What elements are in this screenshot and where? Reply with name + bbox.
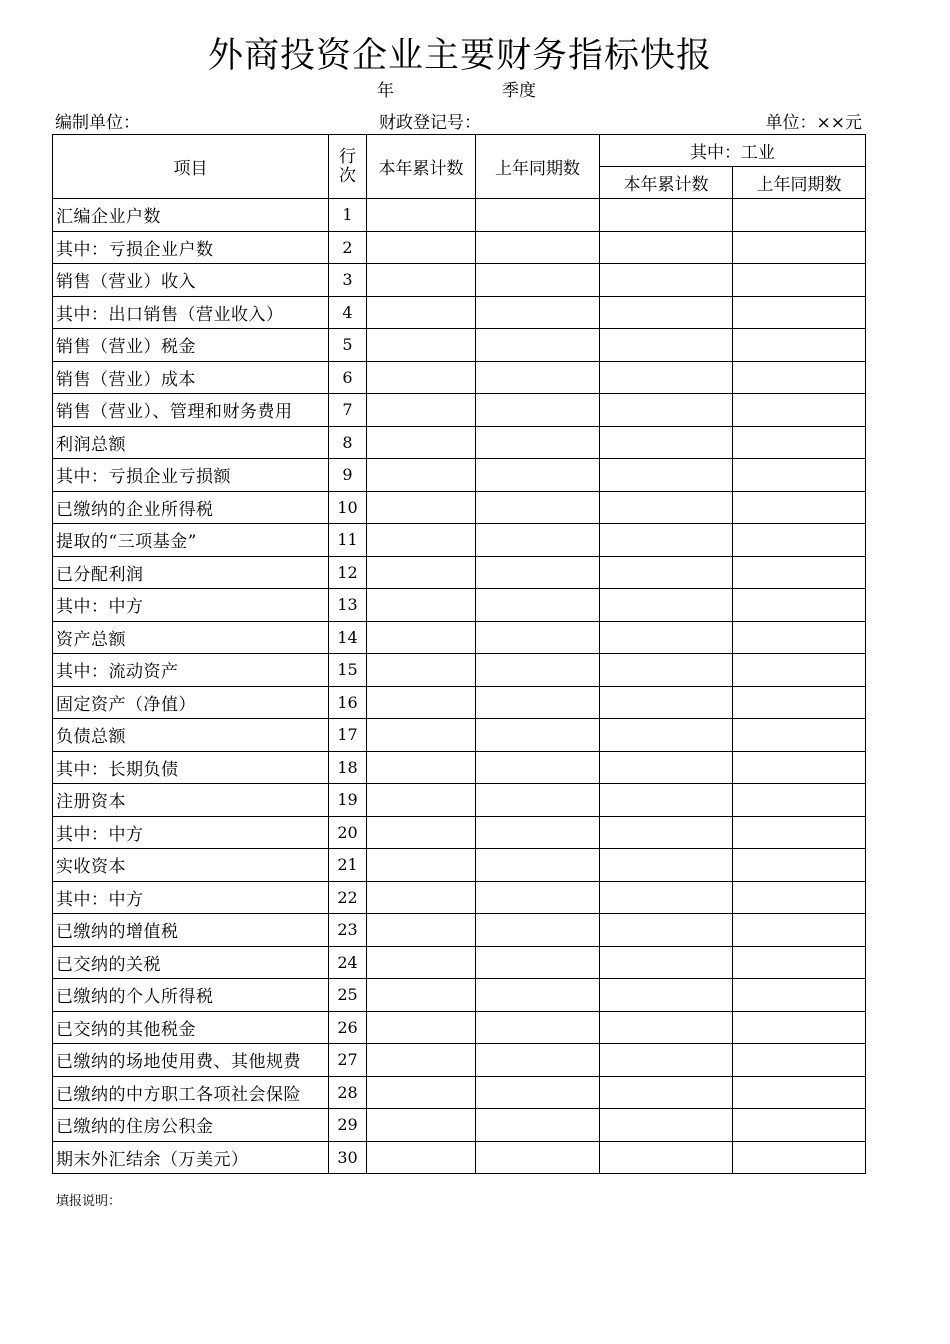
prev-same-cell[interactable] bbox=[476, 1044, 600, 1077]
industry-ytd-cell[interactable] bbox=[600, 199, 733, 232]
industry-prev-same-cell[interactable] bbox=[733, 329, 866, 362]
industry-ytd-cell[interactable] bbox=[600, 589, 733, 622]
row-number: 23 bbox=[329, 914, 367, 947]
industry-prev-same-cell[interactable] bbox=[733, 524, 866, 557]
industry-ytd-cell[interactable] bbox=[600, 654, 733, 687]
ytd-cell[interactable] bbox=[367, 1011, 476, 1044]
row-number: 21 bbox=[329, 849, 367, 882]
ytd-cell[interactable] bbox=[367, 296, 476, 329]
industry-prev-same-cell[interactable] bbox=[733, 849, 866, 882]
row-item-label: 已交纳的其他税金 bbox=[53, 1011, 329, 1044]
table-row bbox=[53, 231, 866, 264]
row-item-label: 已缴纳的增值税 bbox=[53, 914, 329, 947]
industry-ytd-cell[interactable] bbox=[600, 329, 733, 362]
row-number: 10 bbox=[329, 491, 367, 524]
row-number: 8 bbox=[329, 426, 367, 459]
table-row bbox=[53, 946, 866, 979]
ytd-cell[interactable] bbox=[367, 784, 476, 817]
industry-prev-same-cell[interactable] bbox=[733, 816, 866, 849]
ytd-cell[interactable] bbox=[367, 719, 476, 752]
ytd-cell[interactable] bbox=[367, 914, 476, 947]
industry-prev-same-cell[interactable] bbox=[733, 621, 866, 654]
industry-prev-same-cell[interactable] bbox=[733, 784, 866, 817]
prev-same-cell[interactable] bbox=[476, 621, 600, 654]
table-row bbox=[53, 459, 866, 492]
row-item-label: 注册资本 bbox=[53, 784, 329, 817]
table-row bbox=[53, 881, 866, 914]
ytd-cell[interactable] bbox=[367, 329, 476, 362]
prev-same-cell[interactable] bbox=[476, 751, 600, 784]
prev-same-cell[interactable] bbox=[476, 231, 600, 264]
ytd-cell[interactable] bbox=[367, 1076, 476, 1109]
row-item-label: 其中：流动资产 bbox=[53, 654, 329, 687]
table-row bbox=[53, 394, 866, 427]
row-number: 22 bbox=[329, 881, 367, 914]
row-number: 15 bbox=[329, 654, 367, 687]
ytd-cell[interactable] bbox=[367, 686, 476, 719]
industry-prev-same-cell[interactable] bbox=[733, 1141, 866, 1174]
row-item-label: 其中：亏损企业户数 bbox=[53, 231, 329, 264]
prev-same-cell[interactable] bbox=[476, 556, 600, 589]
prev-same-cell[interactable] bbox=[476, 816, 600, 849]
prev-same-cell[interactable] bbox=[476, 394, 600, 427]
table-row bbox=[53, 556, 866, 589]
industry-prev-same-cell[interactable] bbox=[733, 394, 866, 427]
header-row-number-line1: 行 bbox=[339, 146, 356, 167]
header-row-number-line2: 次 bbox=[339, 165, 356, 186]
header-industry-ytd: 本年累计数 bbox=[600, 167, 733, 199]
prev-same-cell[interactable] bbox=[476, 426, 600, 459]
ytd-cell[interactable] bbox=[367, 264, 476, 297]
prev-same-cell[interactable] bbox=[476, 296, 600, 329]
ytd-cell[interactable] bbox=[367, 1109, 476, 1142]
ytd-cell[interactable] bbox=[367, 231, 476, 264]
prev-same-cell[interactable] bbox=[476, 459, 600, 492]
row-number: 27 bbox=[329, 1044, 367, 1077]
row-item-label: 已缴纳的企业所得税 bbox=[53, 491, 329, 524]
prev-same-cell[interactable] bbox=[476, 329, 600, 362]
prev-same-cell[interactable] bbox=[476, 946, 600, 979]
industry-ytd-cell[interactable] bbox=[600, 231, 733, 264]
currency-unit-label: 单位：××元 bbox=[765, 113, 862, 133]
table-row bbox=[53, 329, 866, 362]
row-item-label: 汇编企业户数 bbox=[53, 199, 329, 232]
table-row bbox=[53, 1141, 866, 1174]
prev-same-cell[interactable] bbox=[476, 881, 600, 914]
industry-prev-same-cell[interactable] bbox=[733, 296, 866, 329]
row-item-label: 固定资产（净值） bbox=[53, 686, 329, 719]
industry-ytd-cell[interactable] bbox=[600, 524, 733, 557]
row-item-label: 销售（营业）税金 bbox=[53, 329, 329, 362]
header-ytd: 本年累计数 bbox=[367, 135, 476, 199]
industry-prev-same-cell[interactable] bbox=[733, 881, 866, 914]
table-row bbox=[53, 264, 866, 297]
row-item-label: 其中：亏损企业亏损额 bbox=[53, 459, 329, 492]
row-number: 16 bbox=[329, 686, 367, 719]
table-row bbox=[53, 524, 866, 557]
prev-same-cell[interactable] bbox=[476, 491, 600, 524]
industry-ytd-cell[interactable] bbox=[600, 719, 733, 752]
ytd-cell[interactable] bbox=[367, 199, 476, 232]
table-row bbox=[53, 1011, 866, 1044]
row-item-label: 利润总额 bbox=[53, 426, 329, 459]
industry-ytd-cell[interactable] bbox=[600, 946, 733, 979]
prev-same-cell[interactable] bbox=[476, 914, 600, 947]
industry-ytd-cell[interactable] bbox=[600, 914, 733, 947]
row-number: 24 bbox=[329, 946, 367, 979]
ytd-cell[interactable] bbox=[367, 621, 476, 654]
ytd-cell[interactable] bbox=[367, 881, 476, 914]
row-item-label: 其中：长期负债 bbox=[53, 751, 329, 784]
row-number: 30 bbox=[329, 1141, 367, 1174]
table-row bbox=[53, 491, 866, 524]
table-row bbox=[53, 784, 866, 817]
row-number: 7 bbox=[329, 394, 367, 427]
row-number: 5 bbox=[329, 329, 367, 362]
ytd-cell[interactable] bbox=[367, 1141, 476, 1174]
table-row bbox=[53, 849, 866, 882]
table-row bbox=[53, 1044, 866, 1077]
row-item-label: 其中：中方 bbox=[53, 816, 329, 849]
industry-ytd-cell[interactable] bbox=[600, 686, 733, 719]
industry-ytd-cell[interactable] bbox=[600, 881, 733, 914]
industry-ytd-cell[interactable] bbox=[600, 979, 733, 1012]
row-number: 19 bbox=[329, 784, 367, 817]
row-number: 28 bbox=[329, 1076, 367, 1109]
industry-ytd-cell[interactable] bbox=[600, 556, 733, 589]
ytd-cell[interactable] bbox=[367, 979, 476, 1012]
period-year-label: 年 bbox=[377, 81, 394, 101]
industry-prev-same-cell[interactable] bbox=[733, 426, 866, 459]
table-row bbox=[53, 751, 866, 784]
industry-prev-same-cell[interactable] bbox=[733, 491, 866, 524]
filling-instructions-label: 填报说明： bbox=[56, 1194, 122, 1209]
industry-ytd-cell[interactable] bbox=[600, 361, 733, 394]
row-item-label: 资产总额 bbox=[53, 621, 329, 654]
industry-prev-same-cell[interactable] bbox=[733, 751, 866, 784]
ytd-cell[interactable] bbox=[367, 361, 476, 394]
row-number: 18 bbox=[329, 751, 367, 784]
table-row bbox=[53, 654, 866, 687]
row-item-label: 负债总额 bbox=[53, 719, 329, 752]
industry-ytd-cell[interactable] bbox=[600, 751, 733, 784]
industry-prev-same-cell[interactable] bbox=[733, 914, 866, 947]
industry-prev-same-cell[interactable] bbox=[733, 589, 866, 622]
table-row bbox=[53, 686, 866, 719]
industry-prev-same-cell[interactable] bbox=[733, 1109, 866, 1142]
ytd-cell[interactable] bbox=[367, 589, 476, 622]
row-number: 9 bbox=[329, 459, 367, 492]
industry-prev-same-cell[interactable] bbox=[733, 231, 866, 264]
row-item-label: 已缴纳的中方职工各项社会保险 bbox=[53, 1076, 329, 1109]
row-item-label: 已缴纳的住房公积金 bbox=[53, 1109, 329, 1142]
header-row-number bbox=[329, 135, 367, 199]
industry-ytd-cell[interactable] bbox=[600, 816, 733, 849]
ytd-cell[interactable] bbox=[367, 394, 476, 427]
row-number: 13 bbox=[329, 589, 367, 622]
row-item-label: 销售（营业）成本 bbox=[53, 361, 329, 394]
industry-prev-same-cell[interactable] bbox=[733, 719, 866, 752]
industry-prev-same-cell[interactable] bbox=[733, 946, 866, 979]
ytd-cell[interactable] bbox=[367, 459, 476, 492]
row-number: 1 bbox=[329, 199, 367, 232]
row-number: 20 bbox=[329, 816, 367, 849]
finance-registration-label: 财政登记号： bbox=[379, 113, 481, 133]
industry-ytd-cell[interactable] bbox=[600, 296, 733, 329]
row-item-label: 已缴纳的场地使用费、其他规费 bbox=[53, 1044, 329, 1077]
row-number: 3 bbox=[329, 264, 367, 297]
industry-prev-same-cell[interactable] bbox=[733, 361, 866, 394]
prev-same-cell[interactable] bbox=[476, 686, 600, 719]
row-item-label: 其中：中方 bbox=[53, 589, 329, 622]
prev-same-cell[interactable] bbox=[476, 264, 600, 297]
prev-same-cell[interactable] bbox=[476, 589, 600, 622]
prev-same-cell[interactable] bbox=[476, 361, 600, 394]
table-row bbox=[53, 589, 866, 622]
prev-same-cell[interactable] bbox=[476, 524, 600, 557]
industry-prev-same-cell[interactable] bbox=[733, 1076, 866, 1109]
industry-ytd-cell[interactable] bbox=[600, 459, 733, 492]
industry-ytd-cell[interactable] bbox=[600, 849, 733, 882]
financial-indicators-table bbox=[52, 134, 866, 1174]
ytd-cell[interactable] bbox=[367, 946, 476, 979]
industry-prev-same-cell[interactable] bbox=[733, 459, 866, 492]
table-row bbox=[53, 719, 866, 752]
table-row bbox=[53, 199, 866, 232]
row-item-label: 销售（营业）收入 bbox=[53, 264, 329, 297]
header-industry-prev-same: 上年同期数 bbox=[733, 167, 866, 199]
ytd-cell[interactable] bbox=[367, 816, 476, 849]
row-number: 25 bbox=[329, 979, 367, 1012]
ytd-cell[interactable] bbox=[367, 524, 476, 557]
prev-same-cell[interactable] bbox=[476, 719, 600, 752]
table-row bbox=[53, 361, 866, 394]
header-item: 项目 bbox=[53, 135, 329, 199]
prev-same-cell[interactable] bbox=[476, 1076, 600, 1109]
row-number: 4 bbox=[329, 296, 367, 329]
row-item-label: 已缴纳的个人所得税 bbox=[53, 979, 329, 1012]
industry-prev-same-cell[interactable] bbox=[733, 979, 866, 1012]
industry-ytd-cell[interactable] bbox=[600, 491, 733, 524]
industry-ytd-cell[interactable] bbox=[600, 1011, 733, 1044]
prev-same-cell[interactable] bbox=[476, 979, 600, 1012]
ytd-cell[interactable] bbox=[367, 654, 476, 687]
table-row bbox=[53, 426, 866, 459]
industry-prev-same-cell[interactable] bbox=[733, 556, 866, 589]
table-row bbox=[53, 621, 866, 654]
table-row bbox=[53, 816, 866, 849]
industry-ytd-cell[interactable] bbox=[600, 621, 733, 654]
table-row bbox=[53, 914, 866, 947]
ytd-cell[interactable] bbox=[367, 1044, 476, 1077]
industry-ytd-cell[interactable] bbox=[600, 1044, 733, 1077]
report-title: 外商投资企业主要财务指标快报 bbox=[207, 36, 712, 76]
industry-prev-same-cell[interactable] bbox=[733, 264, 866, 297]
row-number: 12 bbox=[329, 556, 367, 589]
industry-prev-same-cell[interactable] bbox=[733, 1044, 866, 1077]
ytd-cell[interactable] bbox=[367, 556, 476, 589]
industry-ytd-cell[interactable] bbox=[600, 1076, 733, 1109]
row-item-label: 已交纳的关税 bbox=[53, 946, 329, 979]
industry-prev-same-cell[interactable] bbox=[733, 654, 866, 687]
industry-ytd-cell[interactable] bbox=[600, 784, 733, 817]
prev-same-cell[interactable] bbox=[476, 849, 600, 882]
industry-prev-same-cell[interactable] bbox=[733, 1011, 866, 1044]
row-number: 11 bbox=[329, 524, 367, 557]
prev-same-cell[interactable] bbox=[476, 654, 600, 687]
compiling-unit-label: 编制单位： bbox=[55, 113, 140, 133]
table-row bbox=[53, 1076, 866, 1109]
table-row bbox=[53, 296, 866, 329]
table-row bbox=[53, 979, 866, 1012]
industry-prev-same-cell[interactable] bbox=[733, 199, 866, 232]
row-item-label: 提取的“三项基金” bbox=[53, 524, 329, 557]
ytd-cell[interactable] bbox=[367, 751, 476, 784]
row-item-label: 已分配利润 bbox=[53, 556, 329, 589]
ytd-cell[interactable] bbox=[367, 491, 476, 524]
period-quarter-label: 季度 bbox=[502, 81, 536, 101]
prev-same-cell[interactable] bbox=[476, 1109, 600, 1142]
ytd-cell[interactable] bbox=[367, 426, 476, 459]
row-item-label: 实收资本 bbox=[53, 849, 329, 882]
table-row bbox=[53, 1109, 866, 1142]
row-number: 17 bbox=[329, 719, 367, 752]
prev-same-cell[interactable] bbox=[476, 784, 600, 817]
industry-ytd-cell[interactable] bbox=[600, 394, 733, 427]
row-number: 26 bbox=[329, 1011, 367, 1044]
prev-same-cell[interactable] bbox=[476, 1141, 600, 1174]
row-item-label: 其中：出口销售（营业收入） bbox=[53, 296, 329, 329]
industry-prev-same-cell[interactable] bbox=[733, 686, 866, 719]
header-prev-same: 上年同期数 bbox=[476, 135, 600, 199]
row-item-label: 期末外汇结余（万美元） bbox=[53, 1141, 329, 1174]
row-number: 6 bbox=[329, 361, 367, 394]
row-number: 29 bbox=[329, 1109, 367, 1142]
prev-same-cell[interactable] bbox=[476, 1011, 600, 1044]
industry-ytd-cell[interactable] bbox=[600, 426, 733, 459]
row-item-label: 销售（营业）、管理和财务费用 bbox=[53, 394, 329, 427]
prev-same-cell[interactable] bbox=[476, 199, 600, 232]
ytd-cell[interactable] bbox=[367, 849, 476, 882]
row-number: 14 bbox=[329, 621, 367, 654]
industry-ytd-cell[interactable] bbox=[600, 264, 733, 297]
industry-ytd-cell[interactable] bbox=[600, 1109, 733, 1142]
table-body bbox=[53, 199, 866, 1174]
row-item-label: 其中：中方 bbox=[53, 881, 329, 914]
header-industry-group: 其中：工业 bbox=[600, 135, 866, 167]
industry-ytd-cell[interactable] bbox=[600, 1141, 733, 1174]
row-number: 2 bbox=[329, 231, 367, 264]
